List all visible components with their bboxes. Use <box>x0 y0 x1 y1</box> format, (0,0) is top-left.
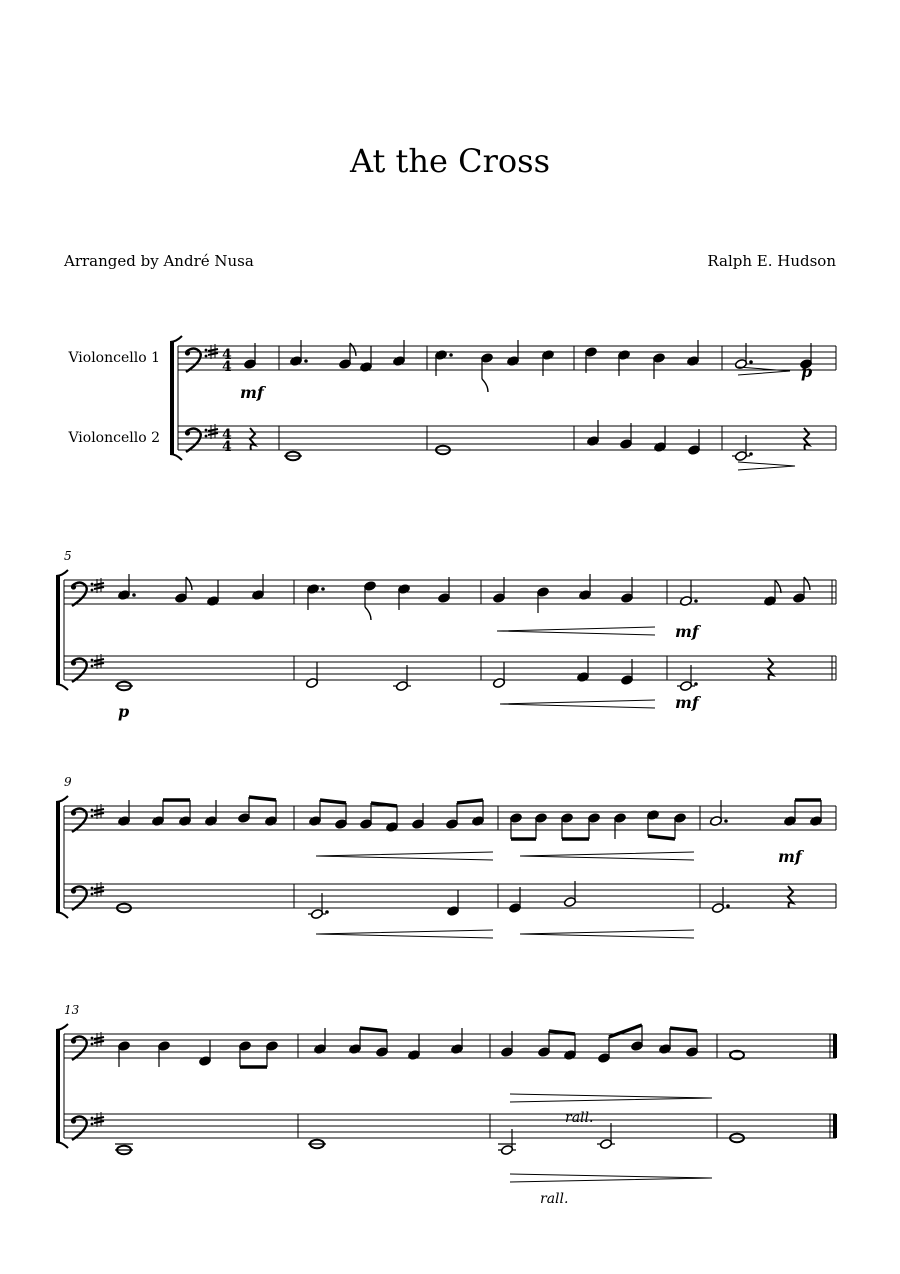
sharp <box>94 891 104 893</box>
dynamic-marking: mf <box>675 693 699 712</box>
bass-clef-dot <box>91 583 94 586</box>
sharp <box>94 663 104 665</box>
measure-number: 13 <box>64 1003 80 1017</box>
system-bracket <box>56 684 68 690</box>
beam <box>249 797 276 800</box>
dot <box>325 910 329 914</box>
piece-title: At the Cross <box>349 142 551 180</box>
beam <box>360 1028 387 1031</box>
eighth-flag <box>804 577 810 590</box>
diminuendo-hairpin <box>510 1094 712 1102</box>
crescendo-hairpin <box>520 930 694 938</box>
quarter-rest <box>250 428 255 450</box>
bass-clef-dot <box>205 429 208 432</box>
dot <box>132 593 136 597</box>
time-signature-top: 4 <box>222 427 232 443</box>
instrument-name: Violoncello 1 <box>68 350 160 366</box>
bass-clef-dot <box>71 584 76 589</box>
beam <box>457 800 483 803</box>
bass-clef-dot <box>205 355 208 358</box>
bass-clef-dot <box>91 1037 94 1040</box>
bass-clef-dot <box>71 888 76 893</box>
sharp <box>94 1037 104 1039</box>
dot <box>749 452 753 456</box>
diminuendo-hairpin <box>738 462 795 470</box>
system-bracket <box>56 1024 68 1030</box>
bass-clef-dot <box>91 665 94 668</box>
system-bracket <box>56 796 68 802</box>
measure-number: 5 <box>64 549 72 563</box>
bass-clef-dot <box>71 660 76 665</box>
tempo-marking: rall. <box>565 1110 594 1126</box>
eighth-flag <box>482 379 488 392</box>
sharp <box>94 1041 104 1043</box>
sharp <box>94 887 104 889</box>
tempo-marking: rall. <box>540 1191 569 1207</box>
beam <box>320 800 346 803</box>
dot <box>449 353 453 357</box>
bass-clef-dot <box>91 893 94 896</box>
dot <box>724 819 728 823</box>
system-bracket <box>56 1142 68 1148</box>
measure-number: 9 <box>64 775 72 789</box>
sharp <box>208 429 218 431</box>
sharp <box>94 1117 104 1119</box>
sharp <box>94 813 104 815</box>
beam <box>609 1025 642 1037</box>
dynamic-marking: mf <box>675 622 699 641</box>
dot <box>726 904 730 908</box>
diminuendo-hairpin <box>738 367 790 375</box>
dynamic-marking: p <box>801 362 813 381</box>
system-bracket <box>56 912 68 918</box>
bass-clef-dot <box>91 659 94 662</box>
bass-clef-dot <box>91 809 94 812</box>
bass-clef-dot <box>205 435 208 438</box>
instrument-name: Violoncello 2 <box>68 430 160 446</box>
crescendo-hairpin <box>316 852 493 860</box>
quarter-rest <box>804 428 809 450</box>
bass-clef-dot <box>185 350 190 355</box>
sharp <box>208 353 218 355</box>
bass-clef-dot <box>91 1123 94 1126</box>
dynamic-marking: mf <box>778 847 802 866</box>
beam <box>648 836 675 839</box>
composer-credit: Ralph E. Hudson <box>707 252 836 270</box>
bass-clef-dot <box>71 1118 76 1123</box>
sharp <box>208 349 218 351</box>
bass-clef-dot <box>91 1117 94 1120</box>
system-bracket <box>56 570 68 576</box>
eighth-flag <box>186 577 192 590</box>
time-signature-top: 4 <box>222 347 232 363</box>
beam <box>670 1028 697 1031</box>
dynamic-marking: mf <box>240 383 264 402</box>
diminuendo-hairpin <box>510 1174 712 1182</box>
quarter-rest <box>768 658 773 680</box>
crescendo-hairpin <box>316 930 493 938</box>
sharp <box>94 587 104 589</box>
system-bracket <box>170 336 182 342</box>
system-bracket <box>170 454 182 460</box>
crescendo-hairpin <box>500 700 655 708</box>
crescendo-hairpin <box>497 627 655 635</box>
dot <box>321 587 325 591</box>
bass-clef-dot <box>91 815 94 818</box>
bass-clef-dot <box>185 430 190 435</box>
sharp <box>94 583 104 585</box>
eighth-flag <box>350 343 356 356</box>
bass-clef-dot <box>91 589 94 592</box>
dot <box>694 599 698 603</box>
quarter-rest <box>788 886 793 908</box>
time-signature-bottom: 4 <box>222 359 232 375</box>
sharp <box>94 809 104 811</box>
sharp <box>94 659 104 661</box>
dot <box>694 682 698 686</box>
eighth-flag <box>365 607 371 620</box>
bass-clef-dot <box>205 349 208 352</box>
dot <box>749 360 753 364</box>
dynamic-marking: p <box>118 702 130 721</box>
sharp <box>208 433 218 435</box>
bass-clef-dot <box>91 887 94 890</box>
bass-clef-dot <box>91 1043 94 1046</box>
dot <box>304 359 308 363</box>
crescendo-hairpin <box>520 852 694 860</box>
sharp <box>94 1121 104 1123</box>
bass-clef-dot <box>71 810 76 815</box>
arranger-credit: Arranged by André Nusa <box>64 252 254 270</box>
bass-clef-dot <box>71 1038 76 1043</box>
time-signature-bottom: 4 <box>222 439 232 455</box>
